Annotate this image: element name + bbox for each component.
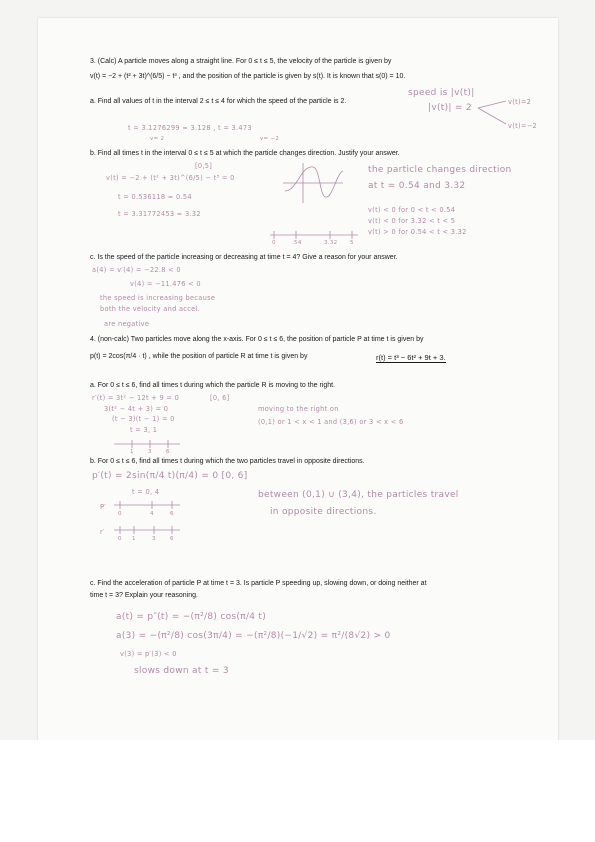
q3b-root2: t = 3.31772453 ≈ 3.32 (118, 210, 201, 218)
q3b-sign1: v(t) < 0 for 0 < t < 0.54 (368, 206, 456, 214)
q4c-vel-at-3: v(3) = p′(3) < 0 (120, 650, 177, 658)
q4b-answer-line1: between (0,1) ∪ (3,4), the particles travel (258, 490, 459, 500)
q3b-sign3: v(t) > 0 for 0.54 < t < 3.32 (368, 228, 467, 236)
q3b-prompt: b. Find all times t in the interval 0 ≤ t ≤ 5 at which the particle changes direction. Justify your answer. (90, 150, 400, 157)
q4a-interval: [0, 6] (210, 394, 230, 402)
q4a-nl-6: 6 (166, 449, 170, 455)
q4c-prompt-line2: time t = 3? Explain your reasoning. (90, 592, 198, 599)
q4a-factor1: 3(t² − 4t + 3) = 0 (104, 405, 169, 413)
q4b-nlr-0: 0 (118, 536, 122, 542)
q3c-accel: a(4) = v′(4) = −22.8 < 0 (92, 266, 181, 274)
q3c-reason1: the speed is increasing because (100, 294, 216, 302)
q3b-number-line (268, 228, 360, 242)
q3c-prompt: c. Is the speed of the particle increasing or decreasing at time t = 4? Give a reason for your answer. (90, 254, 398, 261)
q4b-answer-line2: in opposite directions. (270, 507, 377, 517)
q4b-derivative: p′(t) = 2sin(π/4 t)(π/4) = 0 [0, 6] (92, 471, 248, 481)
q4a-nl-1: 1 (130, 449, 134, 455)
q3b-nl-2: 3.32 (324, 240, 338, 246)
q4b-prompt: b. For 0 ≤ t ≤ 6, find all times t during which the two particles travel in opposite directions. (90, 458, 365, 465)
q4-stem-line2b: r(t) = t³ − 6t² + 9t + 3. (376, 353, 446, 362)
page-bottom-margin (0, 740, 595, 842)
q4c-prompt-line1: c. Find the acceleration of particle P at time t = 3. Is particle P speeding up, slowing down, or doing neither at (90, 580, 427, 587)
q3-stem-line2: v(t) = −2 + (t² + 3t)^(6/5) − t³ , and the position of the particle is given by s(t). It is known that s(0) = 10. (90, 73, 406, 80)
q3b-sign2: v(t) < 0 for 3.32 < t < 5 (368, 217, 456, 225)
q4b-roots: t = 0, 4 (132, 488, 160, 496)
q4a-answer-line2: (0,1) or 1 < x < 1 and (3,6) or 3 < x < 6 (258, 418, 404, 426)
q4a-answer-line1: moving to the right on (258, 405, 339, 413)
q3b-answer-line2: at t = 0.54 and 3.32 (368, 181, 466, 191)
q3b-interval: [0,5] (195, 162, 213, 170)
q3b-graph-sketch (283, 163, 345, 203)
q4a-nl-3: 3 (148, 449, 152, 455)
q3a-work-sub1: v= 2 (150, 136, 165, 142)
q4b-label-r: r′ (100, 528, 105, 536)
q3a-note-neg: v(t)=−2 (508, 122, 537, 130)
q4-stem-line1: 4. (non-calc) Two particles move along the x-axis. For 0 ≤ t ≤ 6, the position of particle P at time t is given by (90, 336, 424, 343)
q4b-nlp-6: 6 (170, 511, 174, 517)
q4b-nlr-3: 3 (152, 536, 156, 542)
q4a-number-line (112, 437, 182, 451)
q3a-note-pos: v(t)=2 (508, 98, 532, 106)
q3b-nl-3: 5 (350, 240, 354, 246)
q4c-accel-at-3: a(3) = −(π²/8) cos(3π/4) = −(π²/8)(−1/√2) = π²/(8√2) > 0 (116, 631, 391, 641)
q3a-work: t = 3.1276299 ≈ 3.128 , t = 3.473 (128, 124, 252, 132)
q4a-derivative: r′(t) = 3t² − 12t + 9 = 0 (92, 394, 180, 402)
q4a-factor2: (t − 3)(t − 1) = 0 (112, 415, 175, 423)
q4b-number-line-r (112, 523, 182, 537)
q4b-label-p: P′ (100, 503, 107, 511)
q4a-prompt: a. For 0 ≤ t ≤ 6, find all times t during which the particle R is moving to the right. (90, 382, 336, 389)
q3a-note-speed: speed is |v(t)| (408, 88, 475, 98)
q3b-answer-line1: the particle changes direction (368, 165, 512, 175)
q3c-reason3: are negative (104, 320, 150, 328)
q3a-branch-lines (478, 96, 508, 126)
q4a-roots: t = 3, 1 (130, 426, 158, 434)
q3b-nl-1: .54 (292, 240, 302, 246)
q3a-work-sub2: v= −2 (260, 136, 280, 142)
q3b-root1: t = 0.536118 ≈ 0.54 (118, 193, 192, 201)
q4-stem-line2a: p(t) = 2cos(π/4 · t) , while the position of particle R at time t is given by (90, 353, 308, 360)
q3b-equation: v(t) = −2 + (t² + 3t)^(6/5) − t³ = 0 (106, 174, 235, 182)
q3-stem-line1: 3. (Calc) A particle moves along a straight line. For 0 ≤ t ≤ 5, the velocity of the particle is given by (90, 58, 392, 65)
q3a-prompt: a. Find all values of t in the interval 2 ≤ t ≤ 4 for which the speed of the particle is 2. (90, 98, 347, 105)
q3c-vel: v(4) = −11.476 < 0 (130, 280, 201, 288)
q4b-nlr-1: 1 (132, 536, 136, 542)
q4c-accel-formula: a(t) = p″(t) = −(π²/8) cos(π/4 t) (116, 612, 267, 622)
q4b-nlr-6: 6 (170, 536, 174, 542)
q4b-nlp-4: 4 (150, 511, 154, 517)
q4c-conclusion: slows down at t = 3 (134, 666, 229, 676)
q3c-reason2: both the velocity and accel. (100, 305, 201, 313)
q3a-note-abs: |v(t)| = 2 (428, 103, 472, 113)
q3b-nl-0: 0 (272, 240, 276, 246)
q4b-nlp-0: 0 (118, 511, 122, 517)
q4b-number-line-p (112, 498, 182, 512)
